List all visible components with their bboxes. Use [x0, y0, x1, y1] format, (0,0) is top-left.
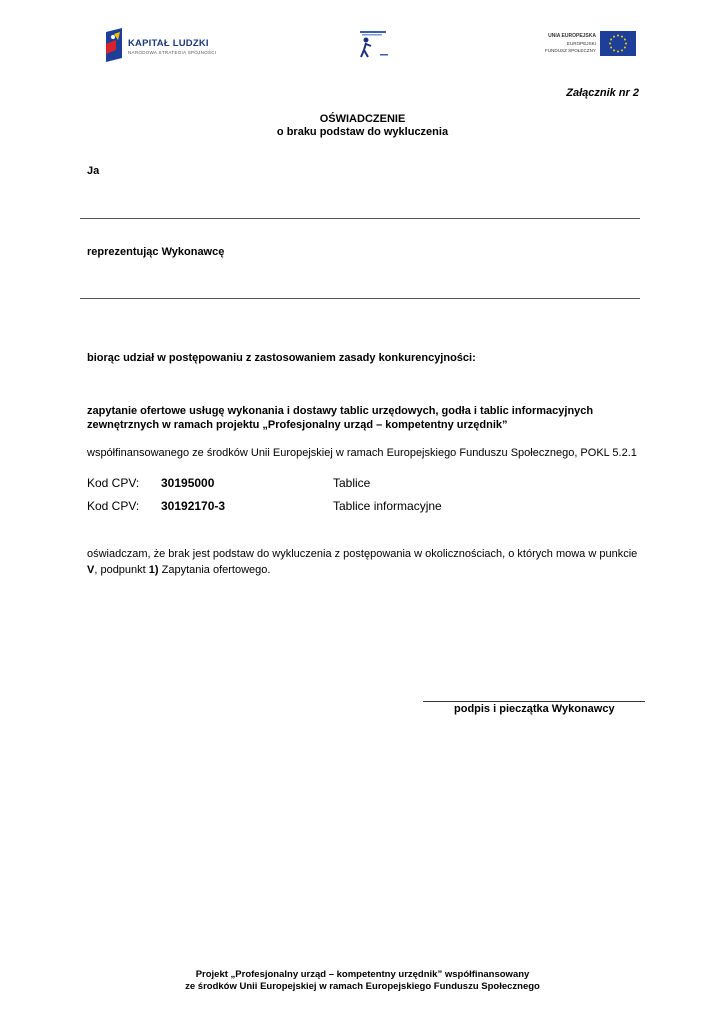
declaration-end: Zapytania ofertowego. [158, 564, 271, 576]
representing-label: reprezentując Wykonawcę [87, 246, 225, 258]
project-logo [358, 30, 392, 60]
eu-flag-icon [600, 31, 636, 56]
kapital-ludzki-subtext: NARODOWA STRATEGIA SPÓJNOŚCI [128, 50, 217, 55]
eu-text-line2: EUROPEJSKI [566, 41, 596, 46]
cofinanced-text: współfinansowanego ze środków Unii Europejskiej w ramach Europejskiego Funduszu Społecznego, POKL 5.2.1 [87, 447, 637, 459]
ja-label: Ja [87, 165, 100, 177]
footer-line-2: ze środków Unii Europejskiej w ramach Europejskiego Funduszu Społecznego [185, 981, 540, 992]
inquiry-line-1: zapytanie ofertowe usługę wykonania i dostawy tablic urzędowych, godła i tablic informacyjnych [87, 405, 594, 417]
cpv-label-1: Kod CPV: [87, 476, 140, 490]
document-subtitle: o braku podstaw do wykluczenia [276, 126, 449, 138]
eu-text-line1: UNIA EUROPEJSKA [548, 33, 596, 39]
cpv-desc-2: Tablice informacyjne [333, 499, 442, 513]
attachment-label: Załącznik nr 2 [566, 87, 639, 99]
cpv-code-1: 30195000 [161, 476, 215, 490]
name-line [80, 218, 640, 219]
footer-line-1: Projekt „Profesjonalny urząd – kompetentny urzędnik” współfinansowany [195, 969, 530, 980]
cpv-code-2: 30192170-3 [161, 499, 226, 513]
cpv-label-2: Kod CPV: [87, 499, 140, 513]
cpv-desc-1: Tablice [333, 476, 371, 490]
signature-label: podpis i pieczątka Wykonawcy [454, 703, 615, 715]
declaration-line-2 [87, 564, 270, 576]
kapital-ludzki-logo [104, 28, 217, 62]
document-title: OŚWIADCZENIE [319, 113, 406, 125]
signature-line [423, 701, 645, 702]
kapital-ludzki-emblem-icon [104, 28, 126, 62]
declaration-subpoint: 1) [148, 564, 159, 576]
eu-text-line3: FUNDUSZ SPOŁECZNY [544, 48, 596, 53]
participation-text: biorąc udział w postępowaniu z zastosowaniem zasady konkurencyjności: [87, 352, 476, 364]
contractor-line [80, 298, 640, 299]
kapital-ludzki-text: KAPITAŁ LUDZKI [128, 38, 209, 49]
declaration-point: V [87, 564, 95, 576]
project-figure-icon [358, 30, 392, 60]
declaration-line-1: oświadczam, że brak jest podstaw do wykluczenia z postępowania w okolicznościach, o których mowa w punkcie [87, 548, 638, 560]
eu-logo [540, 30, 636, 58]
inquiry-line-2: zewnętrznych w ramach projektu „Profesjonalny urząd – kompetentny urzędnik” [87, 419, 508, 431]
declaration-mid: , podpunkt [94, 564, 149, 576]
